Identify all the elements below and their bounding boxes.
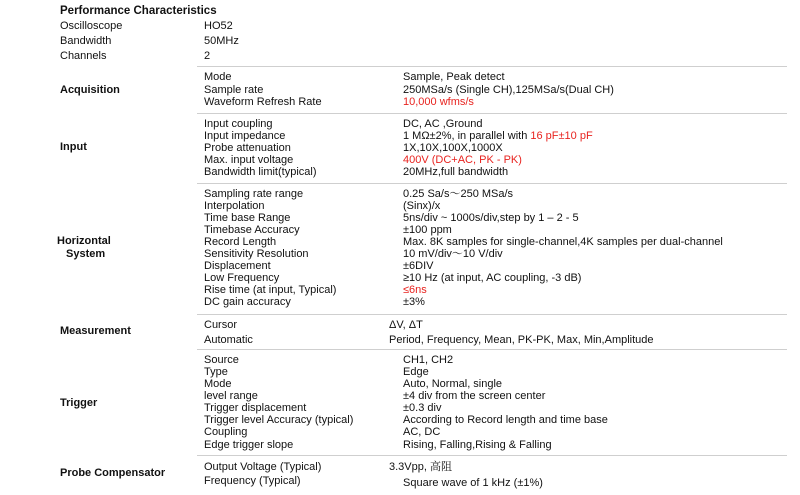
- param-label: Trigger displacement: [204, 402, 307, 414]
- param-label: Interpolation: [204, 200, 265, 212]
- param-value-highlight: 16 pF±10 pF: [530, 130, 593, 142]
- param-label: DC gain accuracy: [204, 296, 291, 308]
- section-title-input: Input: [60, 141, 87, 153]
- section-divider: [197, 455, 787, 456]
- param-label: Coupling: [204, 426, 248, 438]
- param-label: Max. input voltage: [204, 154, 294, 166]
- section-divider: [197, 349, 787, 350]
- param-label: Displacement: [204, 260, 271, 272]
- param-label: Waveform Refresh Rate: [204, 96, 322, 108]
- param-label: Automatic: [204, 334, 253, 346]
- section-divider: [197, 66, 787, 67]
- param-value: (Sinx)/x: [403, 200, 441, 212]
- header-label: Bandwidth: [60, 35, 112, 47]
- param-value: 0.25 Sa/s～250 MSa/s: [403, 188, 514, 200]
- param-value: [403, 130, 593, 142]
- param-value-highlight: 400V (DC+AC, PK - PK): [403, 154, 522, 166]
- param-label: Input coupling: [204, 118, 273, 130]
- param-label: Frequency (Typical): [204, 475, 301, 487]
- section-divider: [197, 314, 787, 315]
- param-value: ≥10 Hz (at input, AC coupling, -3 dB): [403, 272, 582, 284]
- param-label: Record Length: [204, 236, 277, 248]
- param-value: ±100 ppm: [403, 224, 452, 236]
- param-value: ±0.3 div: [403, 402, 442, 414]
- param-value: 20MHz,full bandwidth: [403, 166, 509, 178]
- param-value: AC, DC: [403, 426, 441, 438]
- param-label: Sensitivity Resolution: [204, 248, 309, 260]
- param-label: Type: [204, 366, 228, 378]
- param-value: CH1, CH2: [403, 354, 454, 366]
- param-label: Output Voltage (Typical): [204, 461, 322, 473]
- param-value: 1X,10X,100X,1000X: [403, 142, 503, 154]
- header-label: Oscilloscope: [60, 20, 123, 32]
- param-value-highlight: ≤6ns: [403, 284, 427, 296]
- param-label: Mode: [204, 378, 232, 390]
- param-label: level range: [204, 390, 258, 402]
- param-label: Edge trigger slope: [204, 439, 294, 451]
- section-title-system: System: [66, 248, 106, 260]
- param-label: Mode: [204, 71, 232, 83]
- param-value: Rising, Falling,Rising & Falling: [403, 439, 552, 451]
- param-value: Auto, Normal, single: [403, 378, 503, 390]
- header-value: 2: [204, 50, 211, 62]
- param-value: 3.3Vpp, 高阻: [389, 461, 452, 473]
- param-label: Sample rate: [204, 84, 264, 96]
- param-value: Edge: [403, 366, 429, 378]
- section-title-horizontal: Horizontal: [57, 235, 111, 247]
- param-value: Sample, Peak detect: [403, 71, 505, 83]
- param-value: ΔV, ΔT: [389, 319, 423, 331]
- param-label: Probe attenuation: [204, 142, 291, 154]
- param-label: Sampling rate range: [204, 188, 304, 200]
- param-label: Trigger level Accuracy (typical): [204, 414, 354, 426]
- header-value: HO52: [204, 20, 233, 32]
- param-label: Input impedance: [204, 130, 286, 142]
- param-value: 250MSa/s (Single CH),125MSa/s(Dual CH): [403, 84, 614, 96]
- section-title-acquisition: Acquisition: [60, 84, 120, 96]
- param-value: DC, AC ,Ground: [403, 118, 483, 130]
- section-title-probe-compensator: Probe Compensator: [60, 467, 166, 479]
- header-label: Channels: [60, 50, 107, 62]
- header-value: 50MHz: [204, 35, 239, 47]
- param-value: ±4 div from the screen center: [403, 390, 546, 402]
- param-label: Bandwidth limit(typical): [204, 166, 317, 178]
- param-label: Time base Range: [204, 212, 291, 224]
- section-title-trigger: Trigger: [60, 397, 98, 409]
- param-value-text: 1 MΩ±2%, in parallel with: [403, 130, 531, 142]
- page-title: Performance Characteristics: [60, 5, 217, 17]
- param-value-highlight: 10,000 wfms/s: [403, 96, 474, 108]
- param-value: 10 mV/div～10 V/div: [403, 248, 503, 260]
- section-divider: [197, 113, 787, 114]
- param-label: Source: [204, 354, 239, 366]
- param-value: ±3%: [403, 296, 425, 308]
- param-label: Cursor: [204, 319, 238, 331]
- param-value: ±6DIV: [403, 260, 434, 272]
- param-value: 5ns/div ~ 1000s/div,step by 1 – 2 - 5: [403, 212, 579, 224]
- param-value: Period, Frequency, Mean, PK-PK, Max, Min,Amplitude: [389, 334, 654, 346]
- param-value: According to Record length and time base: [403, 414, 608, 426]
- param-label: Timebase Accuracy: [204, 224, 300, 236]
- param-value: Max. 8K samples for single-channel,4K samples per dual-channel: [403, 236, 723, 248]
- param-value: Square wave of 1 kHz (±1%): [403, 477, 543, 489]
- section-title-measurement: Measurement: [60, 325, 131, 337]
- section-divider: [197, 183, 787, 184]
- param-label: Rise time (at input, Typical): [204, 284, 337, 296]
- param-label: Low Frequency: [204, 272, 280, 284]
